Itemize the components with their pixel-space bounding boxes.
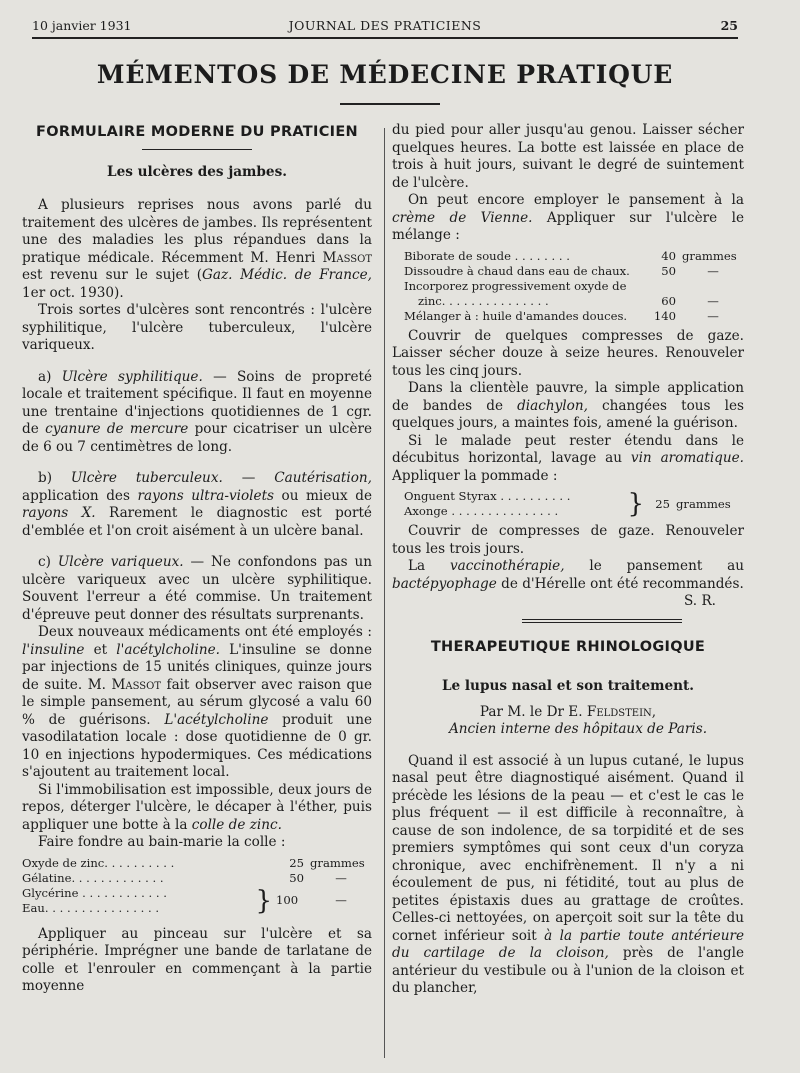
article-title-lupus: Le lupus nasal et son traitement. [441,678,695,694]
recipe-row: Mélanger à : huile d'amandes douces. 140 — [404,308,719,323]
paragraph: Couvrir de quelques compresses de gaze. Laisser sécher douze à seize heures. Renouveler tous les cinq jours. [392,327,744,379]
recipe-creme-de-vienne [404,249,744,324]
author-byline: Par M. le Dr E. Feldstein, [479,703,657,720]
paragraph-ulcere-tuberculeux: b) Ulcère tuberculeux. — Cautérisation, application des rayons ultra-violets ou mieux de rayons X. Rarement le diagnostic est porté d'emblée et l'on croit aisément à un ulcère banal. [22,470,373,539]
paragraph: On peut encore employer le pansement à la crème de Vienne. Appliquer sur l'ulcère le mélange : [392,192,744,243]
header-rule [32,37,738,39]
paragraph: Deux nouveaux médicaments ont été employés : l'insuline et l'acétylcholine. L'insuline se donne par injections de 15 unités cliniques, quinze jours de suite. M. Massot fait observer avec raison que le simple pansement, au sérum glycosé a valu 60 % de guérisons. L'acétylcholine produit une vasodilatation locale : dose quotidienne de 0 gr. 10 en injections hypodermiques. Ces médications s'ajoutent au traitement local. [22,624,372,780]
paragraph: Trois sortes d'ulcères sont rencontrés : l'ulcère syphilitique, l'ulcère tuberculeux, l'ulcère variqueux. [22,302,372,353]
paragraph: La vaccinothérapie, le pansement au bactépyophage de d'Hérelle ont été recommandés. [392,558,745,592]
left-column [22,122,372,996]
paragraph: Si l'immobilisation est impossible, deux jours de repos, déterger l'ulcère, le décaper à l'éther, puis appliquer une botte à la colle de zinc. [22,781,372,833]
recipe-pommade: Onguent Styrax . . . . . . . . . . Axonge . . . . . . . . . . . . . . . } 25 grammes [404,489,731,519]
recipe-row: Biborate de soude . . . . . . . . 40 grammes [404,248,737,263]
author-affiliation: Ancien interne des hôpitaux de Paris. [448,721,708,737]
running-header [32,18,738,36]
recipe-row: Incorporez progressivement oxyde de [404,278,627,293]
page-title: MÉMENTOS DE MÉDECINE PRATIQUE [96,60,674,89]
paragraph-ulcere-syphilitique: a) Ulcère syphilitique. — Soins de propreté locale et traitement spécifique. Il faut en moyenne une trentaine d'injections quotidiennes de 1 cgr. de cyanure de mercure pour cicatriser un ulcère de 6 ou 7 centimètres de long. [22,368,372,455]
recipe-row: Oxyde de zinc. . . . . . . . . . 25 grammes [22,855,365,870]
section-title-formulaire: FORMULAIRE MODERNE DU PRATICIEN [36,124,358,140]
paragraph: Couvrir de compresses de gaze. Renouveler tous les trois jours. [392,523,744,557]
paragraph: A plusieurs reprises nous avons parlé du traitement des ulcères de jambes. Ils représentent une des maladies les plus répandues dans la pratique médicale. Récemment M. Henri Massot est revenu sur le sujet (Gaz. Médic. de France, 1er oct. 1930). [22,197,372,301]
paragraph: Si le malade peut rester étendu dans le décubitus horizontal, lavage au vin aromatique. Appliquer la pommade : [392,432,744,484]
recipe-row: Gélatine. . . . . . . . . . . . . 50 — [22,870,347,885]
recipe-row: Dissoudre à chaud dans eau de chaux. 50 — [404,263,719,278]
paragraph: Appliquer au pinceau sur l'ulcère et sa périphérie. Imprégner une bande de tarlatane de colle et l'enrouler en commençant à la partie moyenne [22,925,372,994]
article-title-ulceres: Les ulcères des jambes. [107,163,287,180]
issue-date: 10 janvier 1931 [32,18,132,33]
page-number: 25 [720,18,738,33]
recipe-brace-row: Glycérine . . . . . . . . . . . . Eau. . . . . . . . . . . . . . . . } 100 — [22,885,347,916]
paragraph: Dans la clientèle pauvre, la simple application de bandes de diachylon, changées tous les quelques jours, a maintes fois, amené la guérison. [392,380,744,431]
title-rule [340,103,440,105]
paragraph: du pied pour aller jusqu'au genou. Laisser sécher quelques heures. La botte est laissée en place de trois à huit jours, suivant le degré de suintement de l'ulcère. [392,122,744,191]
paragraph-ulcere-variqueux: c) Ulcère variqueux. — Ne confondons pas un ulcère variqueux avec un ulcère syphilitique. Souvent l'erreur a été commise. Un traitement d'épreuve peut donner des résultats surprenants. [22,554,372,623]
journal-name: JOURNAL DES PRATICIENS [288,18,482,33]
paragraph: Quand il est associé à un lupus cutané, le lupus nasal peut être diagnostiqué aisément. Quand il précède les lésions de la peau — et c'est le cas le plus fréquent — il est difficile à reconnaître, à cause de son indolence, de sa torpidité et de ses premiers symptômes qui sont ceux d'un coryza chronique, avec enchifrènement. Il n'y a ni écoulement de pus, ni fétidité, tout au plus de petites épistaxis dues au grattage de croûtes. Celles-ci nettoyées, on aperçoit soit sur la tête du cornet inférieur soit à la partie toute antérieure du cartilage de la cloison, près de l'angle antérieur du vestibule ou à l'union de la cloison et du plancher, [392,752,744,996]
section-title-rhinologique: THERAPEUTIQUE RHINOLOGIQUE [430,638,706,655]
paragraph: Faire fondre au bain-marie la colle : [38,834,286,850]
signature: S. R. [683,593,716,609]
right-column [392,122,744,998]
recipe-colle-de-zinc [22,856,372,916]
column-divider [384,128,385,1058]
recipe-row: zinc. . . . . . . . . . . . . . . 60 — [418,293,719,308]
